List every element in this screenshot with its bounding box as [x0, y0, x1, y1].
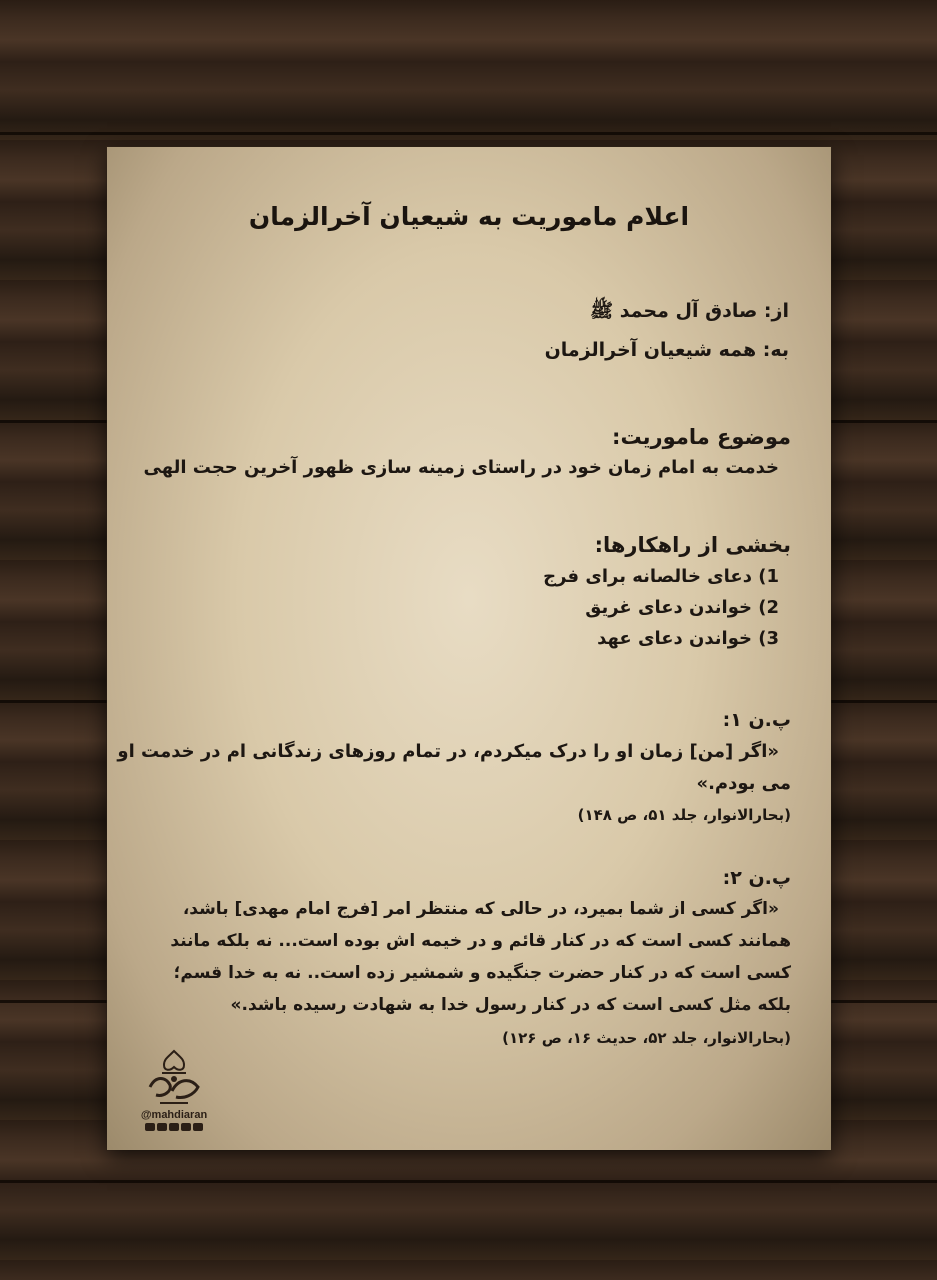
plank-divider	[0, 1180, 937, 1183]
to-line: به: همه شیعیان آخرالزمان	[544, 339, 789, 361]
note1-quote-line: «اگر [من] زمان او را درک میکردم، در تمام روزهای زندگانی ام در خدمت او	[117, 741, 779, 762]
page-title: اعلام ماموریت به شیعیان آخرالزمان	[248, 202, 690, 231]
telegram-icon	[145, 1123, 155, 1131]
solution-item: 3) خواندن دعای عهد	[597, 628, 779, 649]
note2-quote-line: بلکه مثل کسی است که در کنار رسول خدا به شهادت رسیده باشد.»	[230, 995, 791, 1015]
social-handle: @mahdiaran	[140, 1109, 208, 1121]
note1-quote-line: می بودم.»	[696, 773, 791, 794]
note2-reference: (بحارالانوار، جلد ۵۲، حدیث ۱۶، ص ۱۲۶)	[502, 1029, 791, 1047]
solution-item: 1) دعای خالصانه برای فرج	[543, 566, 779, 587]
solutions-heading: بخشی از راهکارها:	[594, 533, 791, 557]
from-line: از: صادق آل محمد ﷺ	[590, 300, 789, 322]
mahdiaran-calligraphy-icon	[142, 1047, 206, 1107]
subject-heading: موضوع ماموریت:	[612, 425, 791, 449]
note2-quote-line: همانند کسی است که در کنار قائم و در خیمه اش بوده است... نه بلکه مانند	[170, 931, 791, 951]
plank-divider	[0, 132, 937, 135]
bale-icon	[193, 1123, 203, 1131]
solution-item: 2) خواندن دعای غریق	[585, 597, 779, 618]
eitaa-icon	[169, 1123, 179, 1131]
note2-quote-line: کسی است که در کنار حضرت جنگیده و شمشیر زده است.. نه به خدا قسم؛	[173, 963, 791, 983]
instagram-icon	[157, 1123, 167, 1131]
paper-sheet	[107, 147, 831, 1150]
note1-heading: پ.ن ۱:	[722, 709, 791, 731]
subject-body: خدمت به امام زمان خود در راستای زمینه سازی ظهور آخرین حجت الهی	[143, 457, 779, 478]
social-icons	[129, 1123, 219, 1131]
note1-reference: (بحارالانوار، جلد ۵۱، ص ۱۴۸)	[577, 806, 791, 824]
note2-heading: پ.ن ۲:	[722, 867, 791, 889]
soroush-icon	[181, 1123, 191, 1131]
brand-logo	[129, 1047, 219, 1142]
note2-quote-line: «اگر کسی از شما بمیرد، در حالی که منتظر امر [فرج امام مهدی] باشد،	[182, 899, 779, 919]
